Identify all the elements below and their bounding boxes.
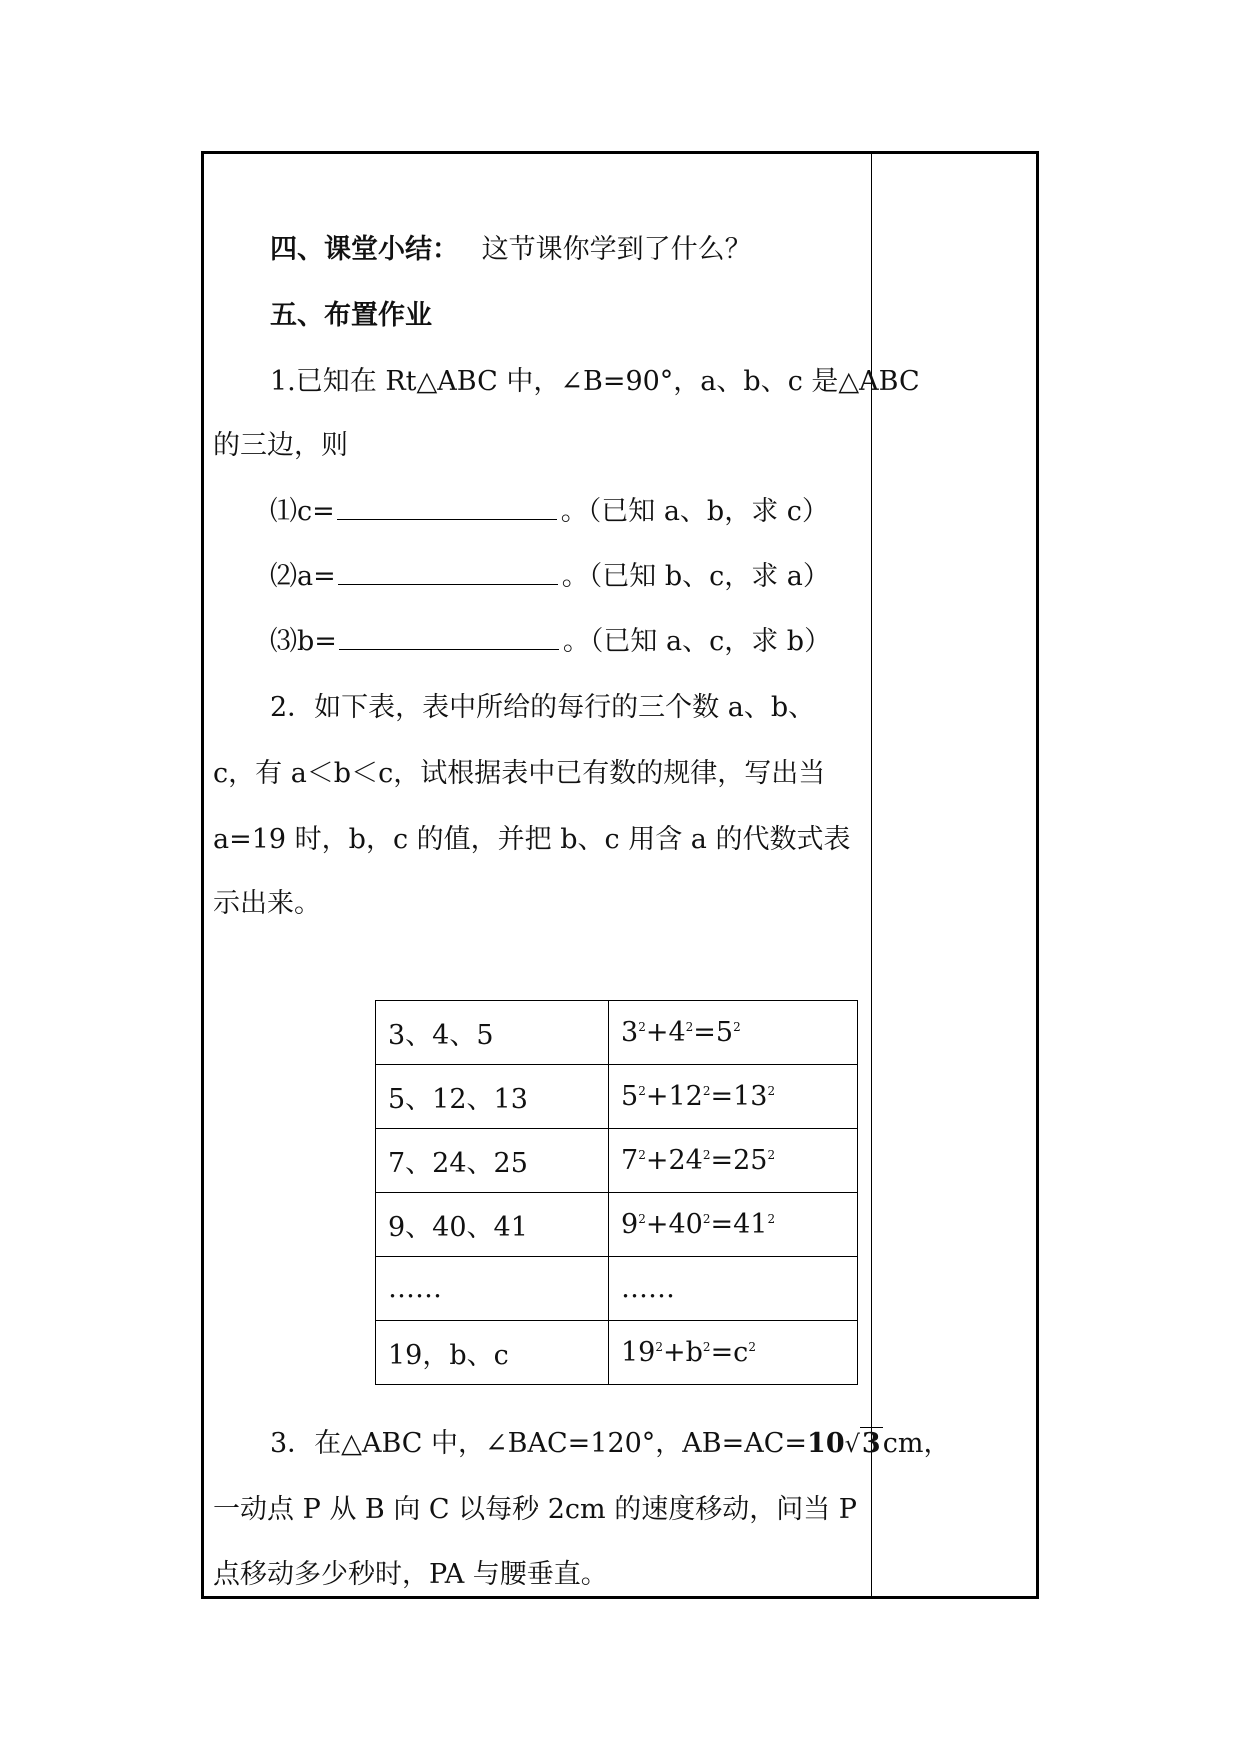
exponent: 2 <box>702 1212 711 1226</box>
equation-term: +12 <box>645 1081 703 1112</box>
q3-line3: 点移动多少秒时，PA 与腰垂直。 <box>213 1559 608 1590</box>
table-row <box>376 1193 858 1257</box>
equation-cell <box>609 1001 858 1065</box>
equation-term: …… <box>621 1273 675 1304</box>
section4-line <box>270 230 752 270</box>
q2-line1: 2．如下表，表中所给的每行的三个数 a、b、 <box>270 692 816 723</box>
q2-line2: c，有 a＜b＜c，试根据表中已有数的规律，写出当 <box>213 758 826 789</box>
section5-heading: 五、布置作业 <box>270 300 432 331</box>
sqrt-symbol: √3 <box>844 1428 881 1459</box>
triple-cell: 19，b、c <box>376 1321 609 1385</box>
equation-term: +4 <box>645 1017 686 1048</box>
q1-line1: 1.已知在 Rt△ABC 中，∠B=90°，a、b、c 是△ABC <box>270 366 920 397</box>
q1-item-2 <box>270 557 830 597</box>
q2-line3: a=19 时，b，c 的值，并把 b、c 用含 a 的代数式表 <box>213 824 851 855</box>
triple-cell: 5、12、13 <box>376 1065 609 1129</box>
q1-item-3-label: ⑶b= <box>270 626 337 657</box>
exponent: 2 <box>767 1084 776 1098</box>
q1-line2: 的三边，则 <box>213 430 348 461</box>
equation-term: =13 <box>710 1081 768 1112</box>
exponent: 2 <box>733 1020 741 1034</box>
exponent: 2 <box>685 1020 694 1034</box>
q3-coef: 10 <box>807 1428 845 1459</box>
exponent: 2 <box>702 1340 711 1354</box>
equation-cell <box>609 1065 858 1129</box>
q3-line1-post: cm， <box>882 1428 951 1459</box>
pythagorean-table <box>375 1000 858 1385</box>
equation-term: 5 <box>621 1081 639 1112</box>
exponent: 2 <box>767 1148 776 1162</box>
exponent: 2 <box>767 1212 776 1226</box>
equation-cell <box>609 1129 858 1193</box>
exponent: 2 <box>638 1084 646 1098</box>
q1-item-1-suffix: 。（已知 a、b，求 c） <box>560 496 829 527</box>
triple-cell: 9、40、41 <box>376 1193 609 1257</box>
exponent: 2 <box>702 1084 711 1098</box>
table-row <box>376 1129 858 1193</box>
q1-item-2-label: ⑵a= <box>270 561 336 592</box>
equation-term: +24 <box>645 1145 703 1176</box>
q2-line4: 示出来。 <box>213 888 321 919</box>
equation-cell <box>609 1193 858 1257</box>
answer-blank[interactable] <box>339 623 559 650</box>
equation-term: =41 <box>710 1209 768 1240</box>
section4-question: 这节课你学到了什么？ <box>481 234 752 265</box>
exponent: 2 <box>638 1020 646 1034</box>
answer-blank[interactable] <box>337 493 557 520</box>
q3-line1-pre: 3．在△ABC 中，∠BAC=120°，AB=AC= <box>270 1428 808 1459</box>
equation-cell <box>609 1257 858 1321</box>
table-row <box>376 1065 858 1129</box>
equation-term: 9 <box>621 1209 639 1240</box>
triple-cell: …… <box>376 1257 609 1321</box>
equation-cell <box>609 1321 858 1385</box>
q3-line1 <box>270 1424 950 1464</box>
equation-term: =25 <box>710 1145 768 1176</box>
q1-item-3 <box>270 622 831 662</box>
q1-item-2-suffix: 。（已知 b、c，求 a） <box>561 561 830 592</box>
q1-item-3-suffix: 。（已知 a、c，求 b） <box>562 626 832 657</box>
equation-term: =5 <box>693 1017 734 1048</box>
triple-cell: 7、24、25 <box>376 1129 609 1193</box>
equation-term: +b <box>663 1337 703 1368</box>
q3-radicand: 3 <box>861 1428 881 1459</box>
equation-term: 3 <box>621 1017 639 1048</box>
equation-term: 7 <box>621 1145 639 1176</box>
table-row <box>376 1321 858 1385</box>
equation-term: +40 <box>645 1209 703 1240</box>
exponent: 2 <box>638 1212 646 1226</box>
q1-item-1 <box>270 492 829 532</box>
exponent: 2 <box>748 1340 756 1354</box>
q1-item-1-label: ⑴c= <box>270 496 335 527</box>
exponent: 2 <box>655 1340 663 1354</box>
section4-heading: 四、课堂小结： <box>270 234 459 265</box>
exponent: 2 <box>638 1148 646 1162</box>
exponent: 2 <box>702 1148 711 1162</box>
table-row <box>376 1001 858 1065</box>
triple-cell: 3、4、5 <box>376 1001 609 1065</box>
table-row <box>376 1257 858 1321</box>
equation-term: 19 <box>621 1337 656 1368</box>
q3-line2: 一动点 P 从 B 向 C 以每秒 2cm 的速度移动，问当 P <box>213 1494 857 1525</box>
equation-term: =c <box>710 1337 749 1368</box>
answer-blank[interactable] <box>338 558 558 585</box>
